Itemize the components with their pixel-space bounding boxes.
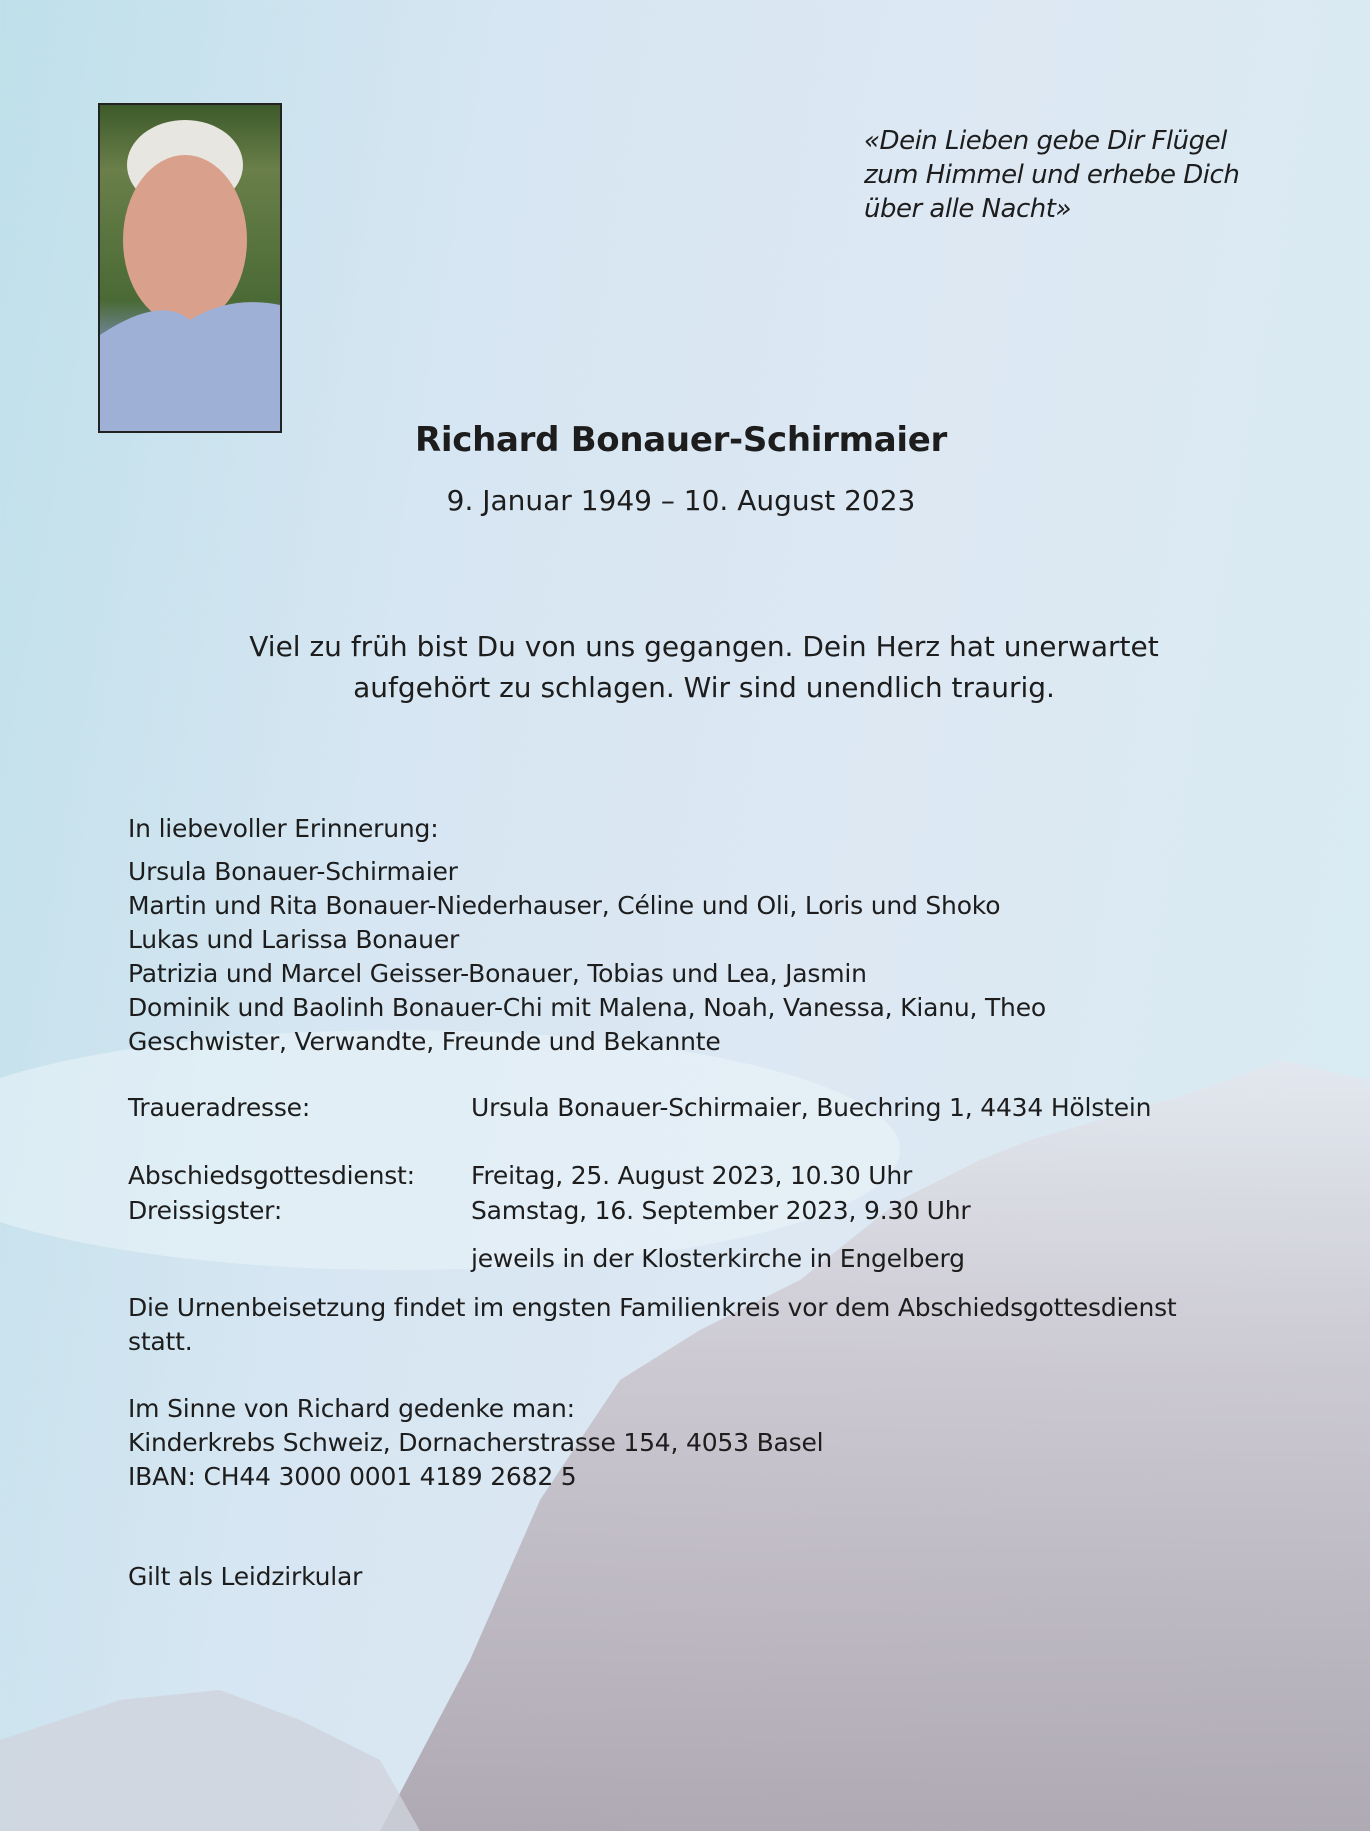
footer-note: Gilt als Leidzirkular: [128, 1562, 363, 1591]
donation-iban: IBAN: CH44 3000 0001 4189 2682 5: [128, 1462, 577, 1491]
life-dates: 9. Januar 1949 – 10. August 2023: [446, 484, 916, 517]
service-value: Freitag, 25. August 2023, 10.30 Uhr: [471, 1161, 913, 1190]
quote-line: «Dein Lieben gebe Dir Flügel: [864, 126, 1227, 156]
address-label: Traueradresse:: [128, 1093, 311, 1122]
mourner-line: Ursula Bonauer-Schirmaier: [128, 857, 458, 886]
mourner-line: Geschwister, Verwandte, Freunde und Bekannte: [128, 1027, 721, 1056]
quote-line: über alle Nacht»: [864, 194, 1071, 224]
urn-line: statt.: [128, 1327, 193, 1356]
deceased-name: Richard Bonauer-Schirmaier: [415, 420, 947, 460]
intro-line: Viel zu früh bist Du von uns gegangen. Dein Herz hat unerwartet: [249, 630, 1159, 663]
quote-line: zum Himmel und erhebe Dich: [864, 160, 1240, 190]
quote: [864, 124, 1239, 226]
memory-heading: In liebevoller Erinnerung:: [128, 814, 439, 843]
mourner-line: Martin und Rita Bonauer-Niederhauser, Céline und Oli, Loris und Shoko: [128, 891, 1001, 920]
donation-line: Im Sinne von Richard gedenke man:: [128, 1394, 575, 1423]
intro-line: aufgehört zu schlagen. Wir sind unendlich traurig.: [353, 671, 1055, 704]
donation-info: [128, 1392, 823, 1494]
urn-line: Die Urnenbeisetzung findet im engsten Familienkreis vor dem Abschiedsgottesdienst: [128, 1293, 1177, 1322]
service-value: Samstag, 16. September 2023, 9.30 Uhr: [471, 1196, 971, 1225]
intro-text: [0, 626, 1370, 708]
service-location: jeweils in der Klosterkirche in Engelberg: [471, 1244, 965, 1273]
mourners-list: [128, 855, 1046, 1059]
donation-line: Kinderkrebs Schweiz, Dornacherstrasse 154, 4053 Basel: [128, 1428, 824, 1457]
service-label: Abschiedsgottesdienst:: [128, 1161, 415, 1190]
mourner-line: Patrizia und Marcel Geisser-Bonauer, Tobias und Lea, Jasmin: [128, 959, 867, 988]
address-value: Ursula Bonauer-Schirmaier, Buechring 1, 4434 Hölstein: [471, 1093, 1152, 1122]
urn-note: [128, 1291, 1177, 1359]
service-label: Dreissigster:: [128, 1196, 283, 1225]
mourner-line: Lukas und Larissa Bonauer: [128, 925, 460, 954]
portrait-photo: [98, 103, 282, 433]
mourner-line: Dominik und Baolinh Bonauer-Chi mit Malena, Noah, Vanessa, Kianu, Theo: [128, 993, 1046, 1022]
